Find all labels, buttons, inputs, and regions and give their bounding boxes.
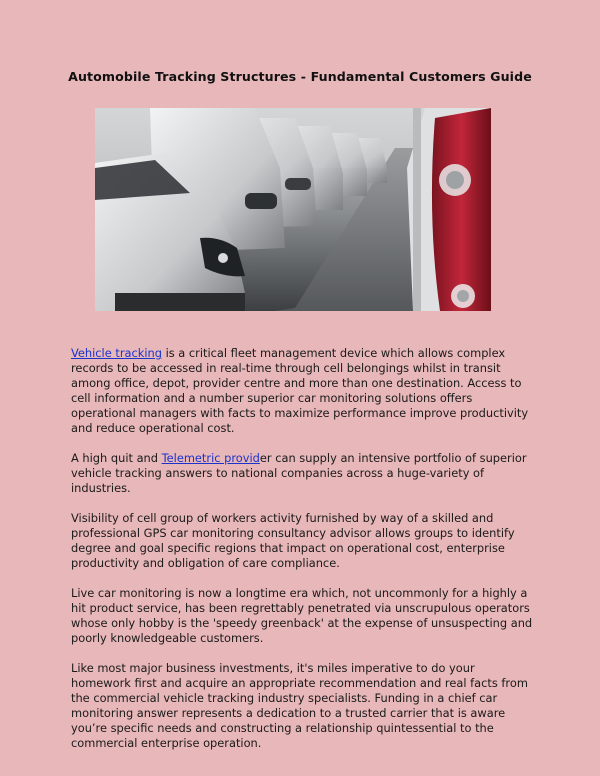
paragraph-4: Live car monitoring is now a longtime era which, not uncommonly for a highly a hit product service, has been regrettably penetrated via unscrupulous operators whose only hobby is the 'speedy greenback' at the expense of unsuspecting and poorly knowledgeable customers. <box>71 586 533 646</box>
paragraph-2-text-after: er can supply an intensive portfolio of superior vehicle tracking answers to national companies across a huge-variety of industries. <box>71 451 527 496</box>
page-title: Automobile Tracking Structures - Fundamental Customers Guide <box>68 69 532 84</box>
paragraph-3: Visibility of cell group of workers activity furnished by way of a skilled and professional GPS car monitoring consultancy advisor allows groups to identify degree and goal specific regions that impact on operational cost, enterprise productivity and obligation of care compliance. <box>71 511 515 571</box>
vehicle-tracking-link[interactable]: Vehicle tracking <box>71 346 162 360</box>
paragraph-1 <box>71 346 533 437</box>
paragraph-2-text-before: A high quit and <box>71 451 162 466</box>
telemetric-provider-link[interactable]: Telemetric provid <box>161 451 260 466</box>
paragraph-1-text: is a critical fleet management device which allows complex records to be accessed in real-time through cell belongings whilst in transit among office, depot, provider centre and more than one destination. Access to cell information and a number superior car monitoring solutions offers operational managers with facts to maximize performance improve productivity and reduce operational cost. <box>71 346 529 436</box>
paragraph-5: Like most major business investments, it's miles imperative to do your homework first and acquire an appropriate recommendation and real facts from the commercial vehicle tracking industry specialists. Funding in a chief car monitoring answer represents a dedication to a trusted carrier that is aware you’re specific needs and constructing a relationship quintessential to the commercial enterprise operation. <box>71 660 528 751</box>
article-body <box>71 346 533 766</box>
vans-photo <box>95 108 491 311</box>
paragraph-2 <box>71 451 533 496</box>
